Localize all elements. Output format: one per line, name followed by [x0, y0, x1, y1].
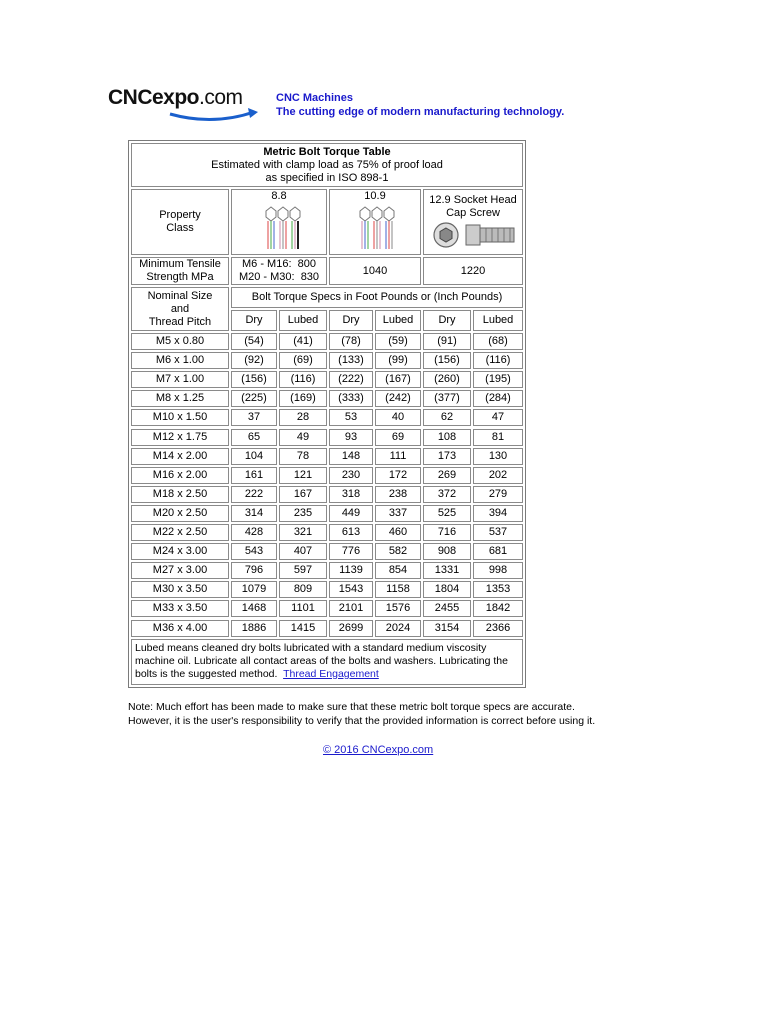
disclaimer-line-2: However, it is the user's responsibility to verify that the provided information is correct before using it. [128, 715, 596, 727]
copyright-link[interactable]: © 2016 CNCexpo.com [323, 744, 434, 756]
torque-lubed-cell: 69 [375, 429, 421, 446]
row-size: M5 x 0.80 [131, 333, 229, 350]
row-size: M30 x 3.50 [131, 581, 229, 598]
torque-dry-cell: (91) [423, 333, 471, 350]
row-size: M33 x 3.50 [131, 600, 229, 617]
torque-lubed-cell: 1101 [279, 600, 327, 617]
logo-main: CNCexpo [108, 86, 200, 109]
nominal-size-header [131, 287, 229, 331]
torque-lubed-cell: 121 [279, 467, 327, 484]
row-size: M8 x 1.25 [131, 390, 229, 407]
torque-dry-cell: 525 [423, 505, 471, 522]
torque-lubed-cell: 2024 [375, 620, 421, 637]
torque-dry-cell: (377) [423, 390, 471, 407]
torque-lubed-cell: 407 [279, 543, 327, 560]
torque-dry-cell: 1804 [423, 581, 471, 598]
torque-lubed-cell: 1353 [473, 581, 523, 598]
torque-lubed-cell: 394 [473, 505, 523, 522]
torque-dry-cell: 108 [423, 429, 471, 446]
torque-dry-cell: 53 [329, 409, 373, 426]
torque-dry-cell: 104 [231, 448, 277, 465]
row-size: M6 x 1.00 [131, 352, 229, 369]
torque-dry-cell: 314 [231, 505, 277, 522]
row-size: M36 x 4.00 [131, 620, 229, 637]
tensile-label-1: Minimum Tensile [139, 258, 221, 270]
torque-dry-cell: 716 [423, 524, 471, 541]
table-title-cell [131, 143, 523, 187]
torque-lubed-cell: 597 [279, 562, 327, 579]
torque-dry-cell: 1543 [329, 581, 373, 598]
torque-dry-cell: 37 [231, 409, 277, 426]
tensile-label [131, 257, 229, 285]
torque-lubed-cell: 460 [375, 524, 421, 541]
specs-header: Bolt Torque Specs in Foot Pounds or (Inch Pounds) [231, 287, 523, 308]
torque-lubed-cell: 47 [473, 409, 523, 426]
nominal-header-1: Nominal Size [147, 289, 213, 302]
torque-lubed-cell: 172 [375, 467, 421, 484]
torque-lubed-cell: (59) [375, 333, 421, 350]
torque-dry-cell: 2101 [329, 600, 373, 617]
disclaimer-note [128, 700, 595, 728]
torque-dry-cell: 65 [231, 429, 277, 446]
row-size: M7 x 1.00 [131, 371, 229, 388]
torque-dry-cell: 796 [231, 562, 277, 579]
class-8-8-cell [231, 189, 327, 255]
torque-dry-cell: 1079 [231, 581, 277, 598]
logo-dot: .com [199, 86, 243, 109]
row-size: M20 x 2.50 [131, 505, 229, 522]
torque-lubed-cell: 809 [279, 581, 327, 598]
table-subtitle-2: as specified in ISO 898-1 [265, 171, 389, 184]
torque-dry-cell: 318 [329, 486, 373, 503]
class-8-8-label: 8.8 [271, 190, 287, 202]
class-12-9-cell [423, 189, 523, 255]
lubed-header: Lubed [279, 310, 327, 331]
torque-lubed-cell: 537 [473, 524, 523, 541]
disclaimer-line-1: Note: Much effort has been made to make sure that these metric bolt torque specs are accurate. [128, 701, 575, 713]
class-12-9-label-2: Cap Screw [446, 207, 500, 219]
property-class-label-2: Class [166, 222, 194, 234]
torque-dry-cell: (156) [231, 371, 277, 388]
torque-lubed-cell: 1576 [375, 600, 421, 617]
torque-lubed-cell: 321 [279, 524, 327, 541]
torque-dry-cell: 222 [231, 486, 277, 503]
torque-dry-cell: (225) [231, 390, 277, 407]
row-size: M24 x 3.00 [131, 543, 229, 560]
table-subtitle-1: Estimated with clamp load as 75% of proof load [211, 158, 443, 171]
footer-text: Lubed means cleaned dry bolts lubricated with a standard medium viscosity machine oil. Lubricate all contact areas of the bolts and washers. Lubricating the bolts is the suggested method. [135, 642, 508, 680]
torque-dry-cell: (92) [231, 352, 277, 369]
torque-dry-cell: 3154 [423, 620, 471, 637]
class-12-9-label-1: 12.9 Socket Head [429, 194, 517, 206]
torque-lubed-cell: (195) [473, 371, 523, 388]
torque-lubed-cell: (116) [473, 352, 523, 369]
torque-lubed-cell: 2366 [473, 620, 523, 637]
dry-header: Dry [231, 310, 277, 331]
torque-dry-cell: (54) [231, 333, 277, 350]
thread-engagement-link[interactable]: Thread Engagement [283, 668, 379, 680]
torque-lubed-cell: 202 [473, 467, 523, 484]
torque-dry-cell: (222) [329, 371, 373, 388]
torque-dry-cell: 173 [423, 448, 471, 465]
lubed-header: Lubed [473, 310, 523, 331]
torque-dry-cell: 230 [329, 467, 373, 484]
torque-lubed-cell: 1842 [473, 600, 523, 617]
row-size: M14 x 2.00 [131, 448, 229, 465]
tensile-8-8 [231, 257, 327, 285]
bolt-head-10-9-icon [340, 203, 410, 251]
tensile-12-9: 1220 [423, 257, 523, 285]
tagline-title: CNC Machines [276, 92, 354, 104]
torque-table [128, 140, 526, 688]
torque-dry-cell: 776 [329, 543, 373, 560]
torque-dry-cell: 2455 [423, 600, 471, 617]
tensile-8-8-line-2: M20 - M30: 830 [238, 271, 320, 283]
row-size: M22 x 2.50 [131, 524, 229, 541]
nominal-header-2: and [170, 302, 190, 315]
torque-lubed-cell: 238 [375, 486, 421, 503]
torque-lubed-cell: 167 [279, 486, 327, 503]
torque-dry-cell: (156) [423, 352, 471, 369]
property-class-label-1: Property [159, 209, 201, 221]
torque-lubed-cell: (167) [375, 371, 421, 388]
torque-lubed-cell: 681 [473, 543, 523, 560]
torque-lubed-cell: 28 [279, 409, 327, 426]
socket-head-cap-screw-icon [428, 220, 518, 250]
class-10-9-cell [329, 189, 421, 255]
tensile-8-8-line-1: M6 - M16: 800 [242, 258, 316, 270]
torque-dry-cell: (133) [329, 352, 373, 369]
torque-dry-cell: 449 [329, 505, 373, 522]
table-footer-content [135, 642, 519, 681]
torque-lubed-cell: 337 [375, 505, 421, 522]
torque-lubed-cell: (69) [279, 352, 327, 369]
torque-lubed-cell: 998 [473, 562, 523, 579]
table-footer-note [131, 639, 523, 685]
torque-dry-cell: 543 [231, 543, 277, 560]
torque-lubed-cell: 279 [473, 486, 523, 503]
lubed-header: Lubed [375, 310, 421, 331]
torque-lubed-cell: 81 [473, 429, 523, 446]
torque-lubed-cell: (99) [375, 352, 421, 369]
torque-dry-cell: 62 [423, 409, 471, 426]
torque-dry-cell: 372 [423, 486, 471, 503]
torque-dry-cell: 1468 [231, 600, 277, 617]
torque-dry-cell: 1886 [231, 620, 277, 637]
torque-lubed-cell: 235 [279, 505, 327, 522]
row-size: M12 x 1.75 [131, 429, 229, 446]
dry-header: Dry [423, 310, 471, 331]
torque-lubed-cell: 111 [375, 448, 421, 465]
torque-dry-cell: 613 [329, 524, 373, 541]
row-size: M27 x 3.00 [131, 562, 229, 579]
table-title: Metric Bolt Torque Table [263, 145, 391, 158]
torque-dry-cell: (78) [329, 333, 373, 350]
torque-lubed-cell: 1415 [279, 620, 327, 637]
torque-dry-cell: 93 [329, 429, 373, 446]
torque-lubed-cell: 49 [279, 429, 327, 446]
torque-lubed-cell: (68) [473, 333, 523, 350]
torque-lubed-cell: (284) [473, 390, 523, 407]
torque-lubed-cell: 78 [279, 448, 327, 465]
torque-dry-cell: 1331 [423, 562, 471, 579]
torque-lubed-cell: (169) [279, 390, 327, 407]
torque-dry-cell: 908 [423, 543, 471, 560]
site-header [108, 86, 668, 126]
property-class-label [131, 189, 229, 255]
torque-dry-cell: 148 [329, 448, 373, 465]
torque-lubed-cell: 40 [375, 409, 421, 426]
row-size: M18 x 2.50 [131, 486, 229, 503]
bolt-head-8-8-icon [244, 203, 314, 251]
logo-swoosh-icon [168, 106, 258, 122]
class-10-9-label: 10.9 [364, 190, 386, 202]
nominal-header-3: Thread Pitch [148, 315, 212, 328]
torque-dry-cell: 1139 [329, 562, 373, 579]
torque-lubed-cell: (41) [279, 333, 327, 350]
torque-dry-cell: (260) [423, 371, 471, 388]
dry-header: Dry [329, 310, 373, 331]
torque-dry-cell: 428 [231, 524, 277, 541]
row-size: M16 x 2.00 [131, 467, 229, 484]
tagline [276, 91, 564, 119]
torque-dry-cell: (333) [329, 390, 373, 407]
torque-lubed-cell: (116) [279, 371, 327, 388]
tagline-subtitle: The cutting edge of modern manufacturing technology. [276, 106, 565, 118]
torque-dry-cell: 269 [423, 467, 471, 484]
tensile-10-9: 1040 [329, 257, 421, 285]
torque-lubed-cell: 1158 [375, 581, 421, 598]
torque-lubed-cell: 582 [375, 543, 421, 560]
torque-dry-cell: 2699 [329, 620, 373, 637]
torque-lubed-cell: (242) [375, 390, 421, 407]
row-size: M10 x 1.50 [131, 409, 229, 426]
torque-lubed-cell: 130 [473, 448, 523, 465]
torque-lubed-cell: 854 [375, 562, 421, 579]
tensile-label-2: Strength MPa [146, 271, 214, 283]
torque-dry-cell: 161 [231, 467, 277, 484]
